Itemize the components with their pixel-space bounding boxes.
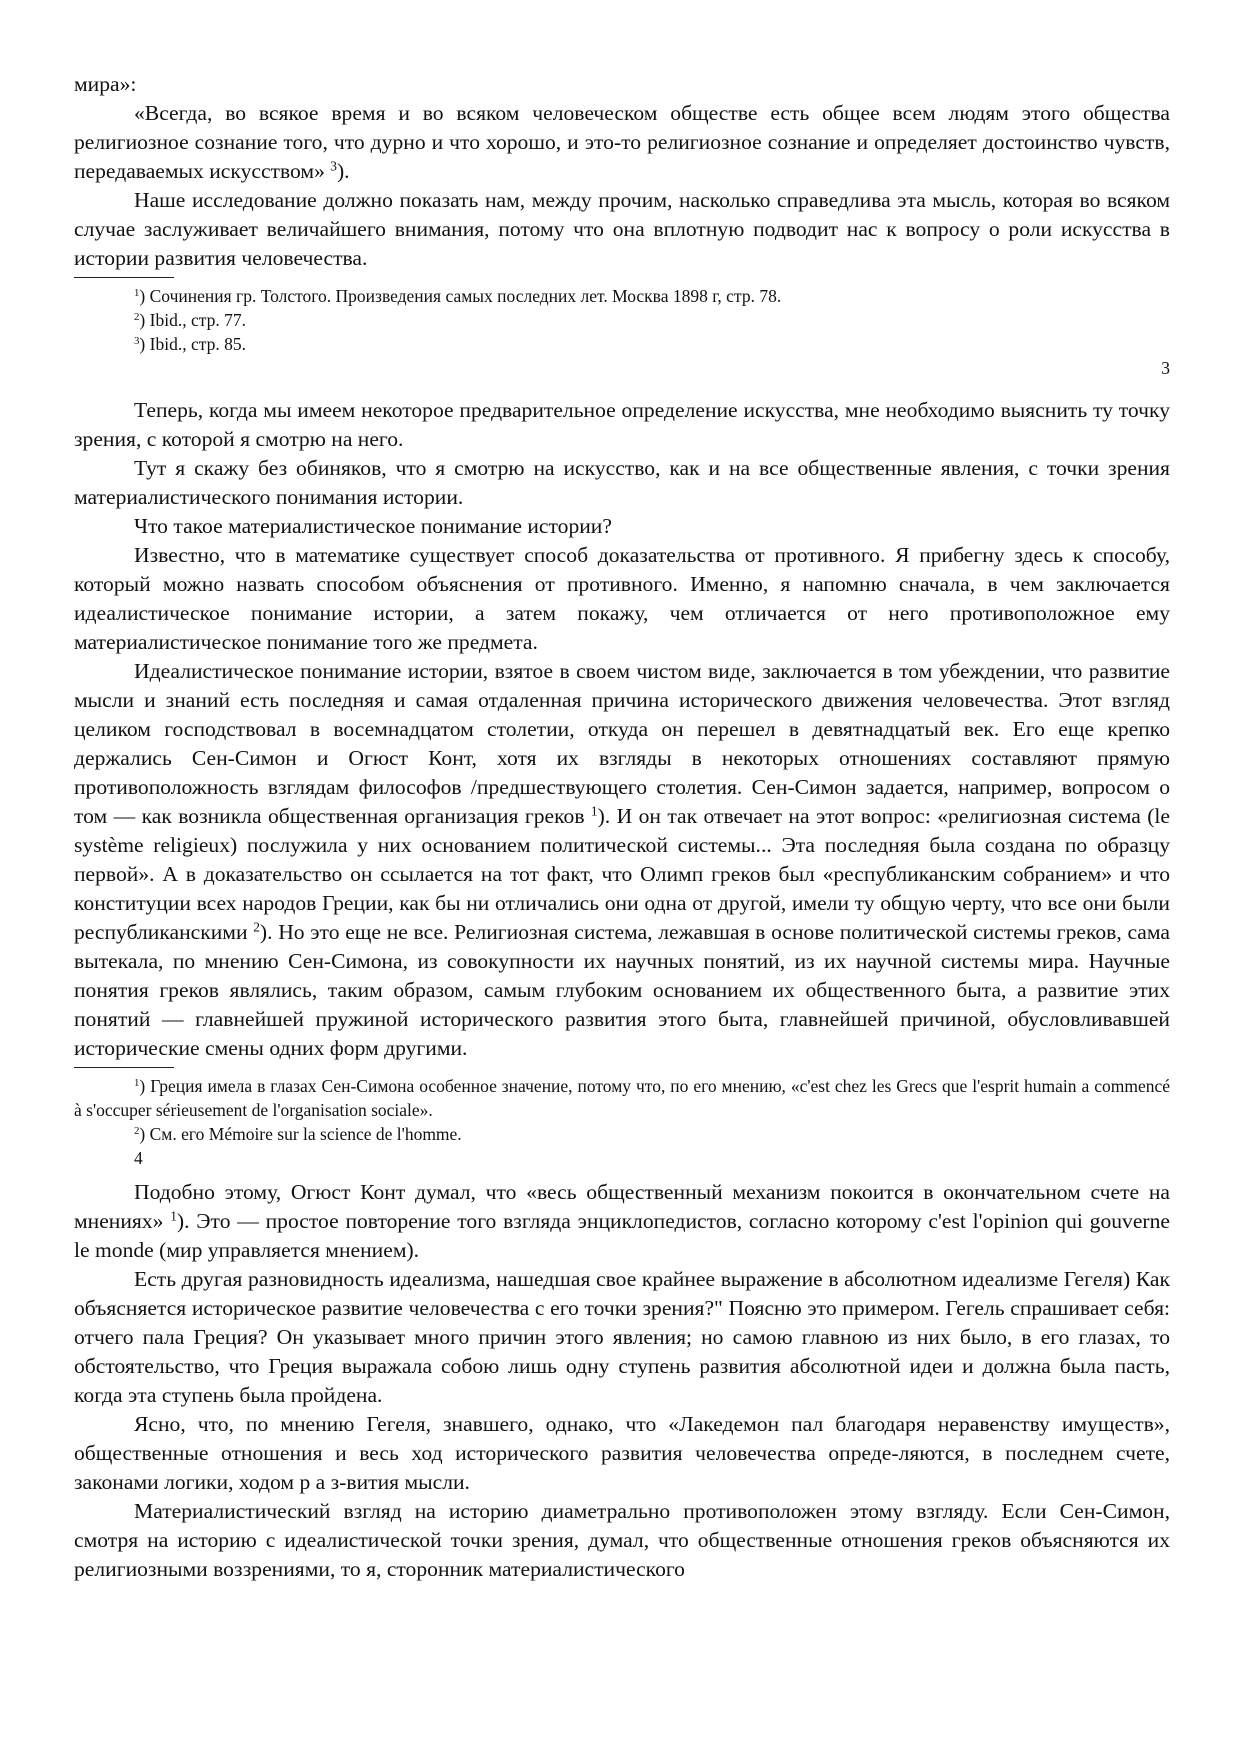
- footnote-rule: [74, 1067, 174, 1068]
- footnote: $^1$) Греция имела в глазах Сен-Симона особенное значение, потому что, по его мнению, «c'est chez les Grecs que l'esprit humain a commencé à s'occuper sérieusement de l'organisation sociale».: [74, 1076, 1170, 1120]
- paragraph: Подобно этому, Огюст Конт думал, что «весь общественный механизм покоится в окончательном счете на мнениях» $^1$). Это — простое повторение того взгляда энциклопедистов, согласно которому c'est l'opinion qui gouverne le monde (мир управляется мнением).: [74, 1180, 1170, 1262]
- paragraph: Материалистический взгляд на историю диаметрально противоположен этому взгляду. Если Сен-Симон, смотря на историю с идеалистической точки зрения, думал, что общественные отношения греков объясняются их религиозными воззрениями, то я, сторонник материалистического: [74, 1499, 1170, 1581]
- paragraph: Тут я скажу без обиняков, что я смотрю на искусство, как и на все общественные явления, с точки зрения материалистического понимания истории.: [74, 456, 1170, 509]
- footnote-rule: [74, 277, 174, 278]
- footnote-ref: 3: [330, 158, 337, 174]
- footnote-ref: 1: [170, 1208, 177, 1224]
- text-fragment: мира»:: [74, 72, 137, 96]
- page-number: 3: [1161, 358, 1170, 378]
- footnote: $^2$) Ibid., стр. 77.: [134, 310, 246, 330]
- footnote: $^1$) Сочинения гр. Толстого. Произведения самых последних лет. Москва 1898 г, стр. 78.: [134, 286, 782, 306]
- page-number: 4: [134, 1148, 143, 1168]
- footnote-ref: 1: [590, 803, 598, 819]
- paragraph: Наше исследование должно показать нам, между прочим, насколько справедлива эта мысль, которая во всяком случае заслуживает величайшего внимания, потому что она вплотную подводит нас к вопросу о роли искусства в истории развития человечества.: [74, 188, 1170, 270]
- paragraph: Что такое материалистическое понимание истории?: [134, 514, 612, 538]
- paragraph: Известно, что в математике существует способ доказательства от противного. Я прибегну здесь к способу, который можно назвать способом объяснения от противного. Именно, я напомню сначала, в чем заключается идеалистическое понимание истории, а затем покажу, чем отличается от него противоположное ему материалистическое понимание того же предмета.: [74, 543, 1170, 654]
- document-page: [74, 70, 1170, 1584]
- footnote: $^2$) См. его Mémoire sur la science de l'homme.: [134, 1124, 462, 1144]
- paragraph-quote: «Всегда, во всякое время и во всяком человеческом обществе есть общее всем людям этого общества религиозное сознание того, что дурно и что хорошо, и это-то религиозное сознание и определяет достоинство чувств, передаваемых искусством» $^3$).: [74, 101, 1170, 183]
- paragraph: Теперь, когда мы имеем некоторое предварительное определение искусства, мне необходимо выяснить ту точку зрения, с которой я смотрю на него.: [74, 398, 1170, 451]
- paragraph: Есть другая разновидность идеализма, нашедшая свое крайнее выражение в абсолютном идеализме Гегеля) Как объясняется историческое развитие человечества с его точки зрения?" Поясню это примером. Гегель спрашивает себя: отчего пала Греция? Он указывает много причин этого явления; но самою главною из них было, в его глазах, то обстоятельство, что Греция выражала собою лишь одну ступень развития абсолютной идеи и должна была пасть, когда эта ступень была пройдена.: [74, 1267, 1170, 1407]
- footnote-ref: 2: [253, 919, 260, 935]
- paragraph: Ясно, что, по мнению Гегеля, знавшего, однако, что «Лакедемон пал благодаря неравенству имуществ», общественные отношения и весь ход исторического развития человечества опреде-ляются, в последнем счете, законами логики, ходом р а з-вития мысли.: [74, 1412, 1170, 1494]
- paragraph: Идеалистическое понимание истории, взятое в своем чистом виде, заключается в том убеждении, что развитие мысли и знаний есть последняя и самая отдаленная причина исторического движения человечества. Этот взгляд целиком господствовал в восемнадцатом столетии, откуда он перешел в девятнадцатый век. Его еще крепко держались Сен-Симон и Огюст Конт, хотя их взгляды в некоторых отношениях составляют прямую противоположность взглядам философов /предшествующего столетия. Сен-Симон задается, например, вопросом о том — как возникла общественная организация греков $^1$). И он так отвечает на этот вопрос: «религиозная система (le système religieux) послужила у них основанием политической системы... Эта последняя была создана по образцу первой». А в доказательство он ссылается на тот факт, что Олимп греков был «республиканским собранием» и что конституции всех народов Греции, как бы ни отличались они одна от другой, имели ту общую черту, что все они были республиканскими $^2$). Но это еще не все. Религиозная система, лежавшая в основе политической системы греков, сама вытекала, по мнению Сен-Симона, из совокупности их научных понятий, из их научной системы мира. Научные понятия греков являлись, таким образом, самым глубоким основанием их общественного быта, а развитие этих понятий — главнейшей пружиной исторического развития этого быта, главнейшей причиной, обусловливавшей исторические смены одних форм другими.: [74, 659, 1170, 1060]
- footnote: $^3$) Ibid., стр. 85.: [134, 334, 246, 354]
